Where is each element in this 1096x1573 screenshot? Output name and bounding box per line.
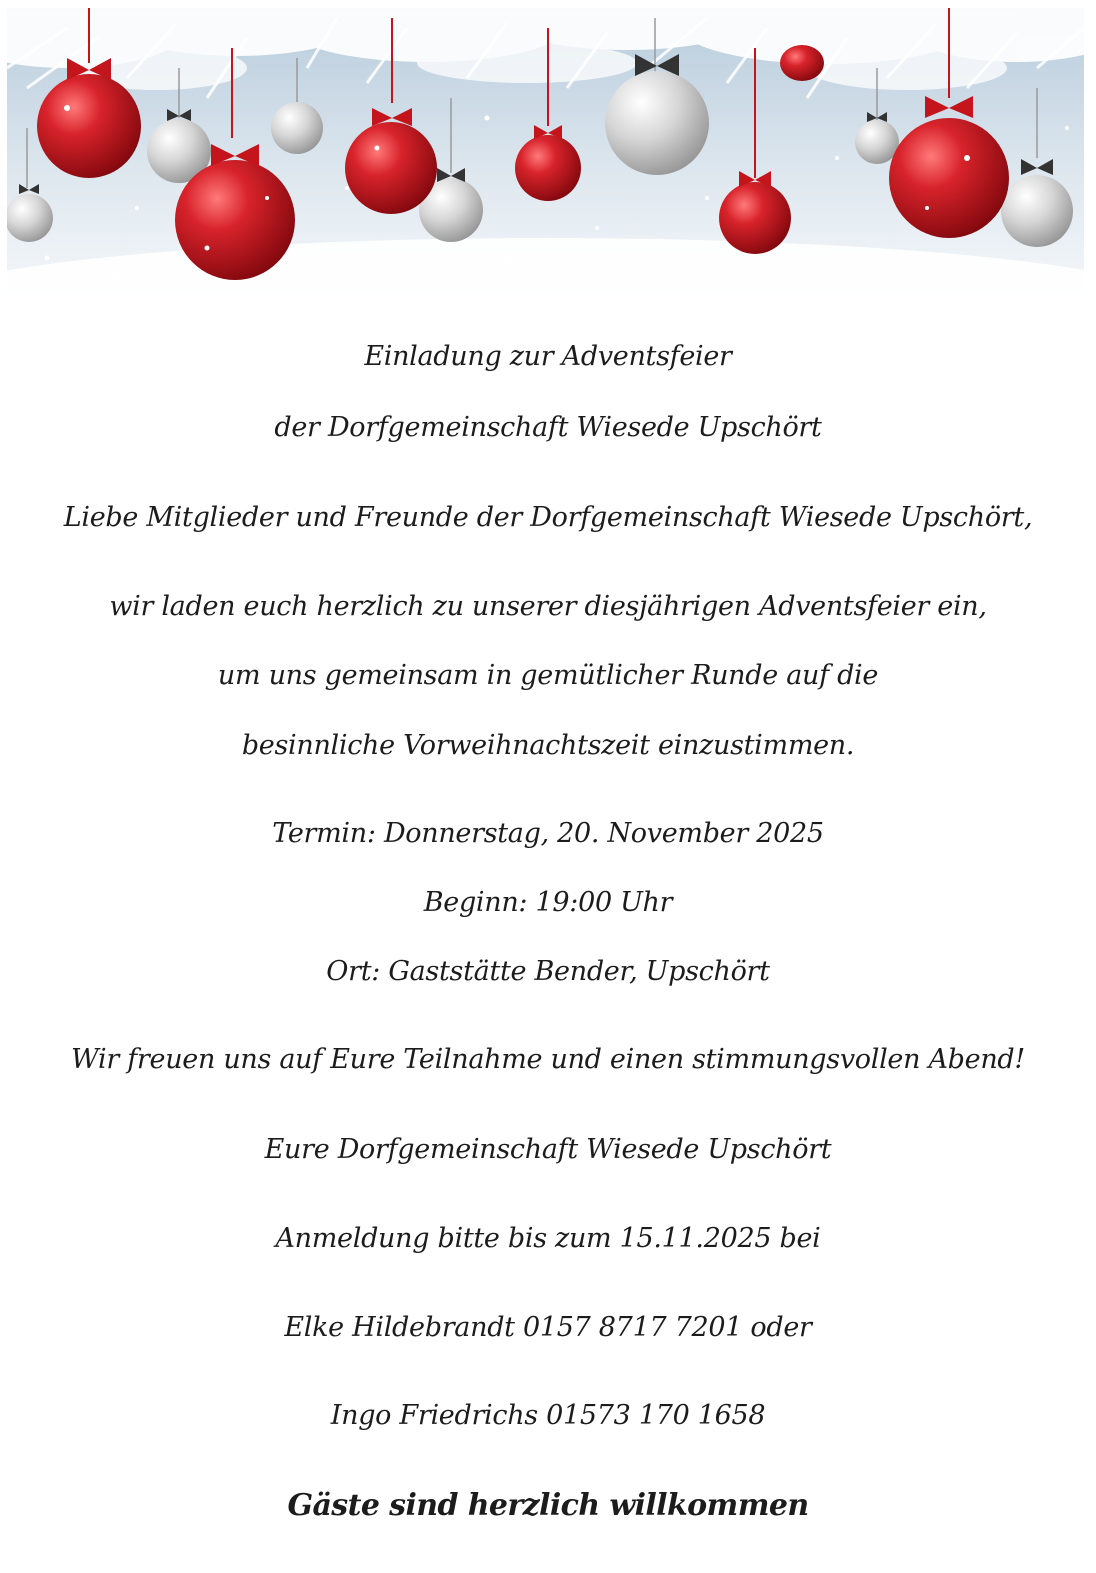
guests-welcome: Gäste sind herzlich willkommen (287, 1488, 809, 1523)
event-date: Termin: Donnerstag, 20. November 2025 (272, 818, 824, 849)
event-location: Ort: Gaststätte Bender, Upschört (326, 956, 770, 987)
signature: Eure Dorfgemeinschaft Wiesede Upschört (264, 1134, 832, 1165)
closing-line: Wir freuen uns auf Eure Teilnahme und einen stimmungsvollen Abend! (71, 1044, 1025, 1075)
invitation-title: Einladung zur Adventsfeier (364, 341, 732, 372)
registration-note: Anmeldung bitte bis zum 15.11.2025 bei (275, 1223, 821, 1254)
contact-line: Ingo Friedrichs 01573 170 1658 (330, 1400, 766, 1431)
contact-line: Elke Hildebrandt 0157 8717 7201 oder (284, 1312, 812, 1343)
event-start-time: Beginn: 19:00 Uhr (423, 887, 673, 918)
salutation: Liebe Mitglieder und Freunde der Dorfgemeinschaft Wiesede Upschört, (63, 502, 1033, 533)
body-line: wir laden euch herzlich zu unserer diesjährigen Adventsfeier ein, (109, 591, 987, 622)
body-line: besinnliche Vorweihnachtszeit einzustimmen. (241, 730, 855, 761)
body-line: um uns gemeinsam in gemütlicher Runde auf die (217, 660, 879, 691)
invitation-subtitle: der Dorfgemeinschaft Wiesede Upschört (274, 412, 822, 443)
